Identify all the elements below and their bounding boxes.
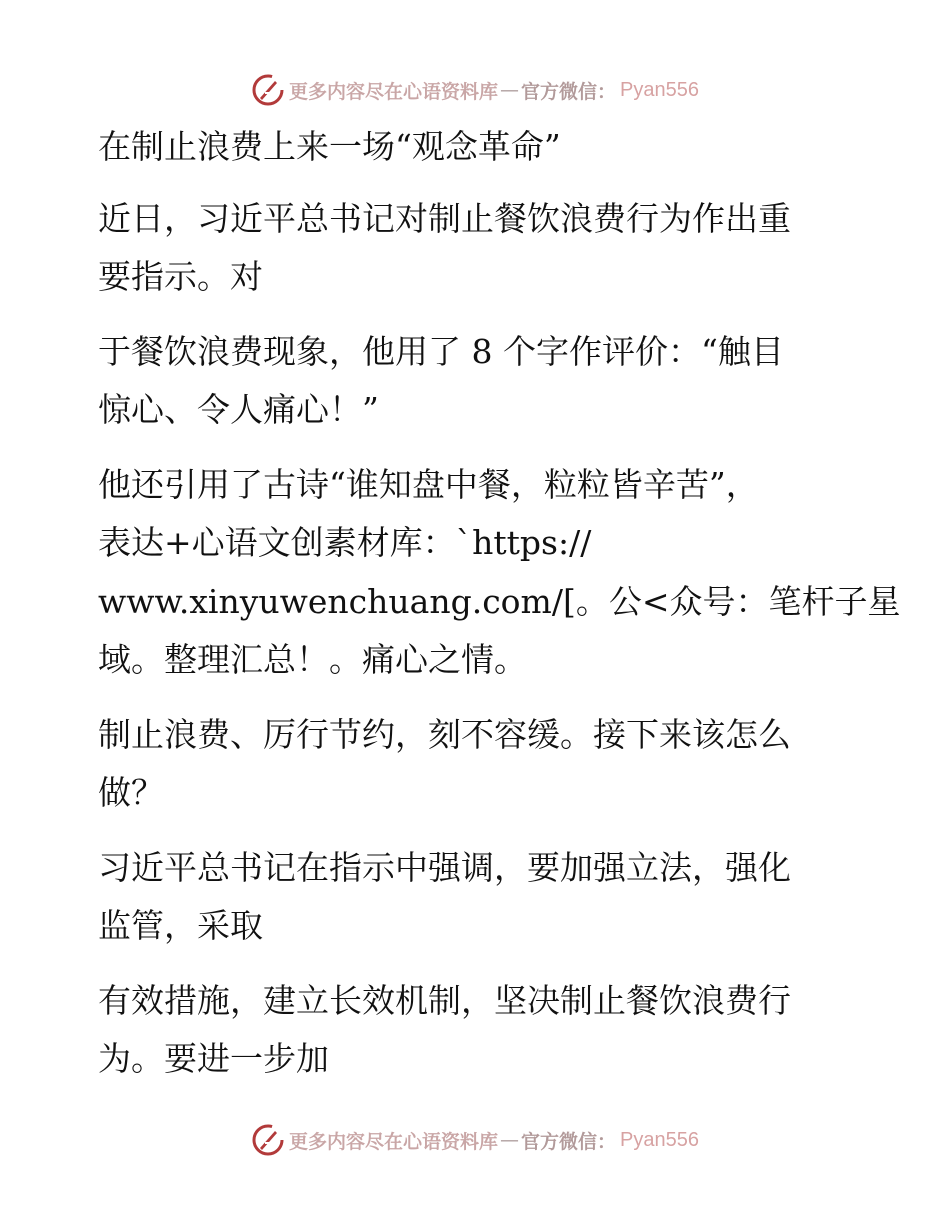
- doc-line: 制止浪费、厉行节约，刻不容缓。接下来该怎么: [98, 715, 791, 754]
- doc-line: 近日，习近平总书记对制止餐饮浪费行为作出重: [98, 199, 791, 238]
- feather-logo-icon: [251, 73, 285, 107]
- doc-line: 习近平总书记在指示中强调，要加强立法，强化: [98, 848, 791, 887]
- doc-line: 他还引用了古诗“谁知盘中餐，粒粒皆辛苦”，: [98, 465, 759, 504]
- doc-line: 监管，采取: [98, 906, 263, 945]
- watermark-dash: —: [500, 79, 520, 101]
- doc-line: 有效措施，建立长效机制，坚决制止餐饮浪费行: [98, 981, 791, 1020]
- doc-line: 于餐饮浪费现象，他用了 8 个字作评价：“触目: [98, 332, 784, 371]
- feather-logo-icon: [251, 1123, 285, 1157]
- doc-title: 在制止浪费上来一场“观念革命”: [98, 127, 561, 166]
- watermark-account: Pyan556: [620, 78, 699, 101]
- watermark-official-text: 官方微信：: [521, 1130, 617, 1153]
- doc-line: 域。整理汇总！。痛心之情。: [98, 640, 527, 679]
- doc-line: www.xinyuwenchuang.com/[。公<众号：笔杆子星: [98, 582, 901, 621]
- watermark-site-text: 更多内容尽在心语资料库: [289, 80, 499, 103]
- doc-line: 要指示。对: [98, 257, 263, 296]
- doc-line: 惊心、令人痛心！”: [98, 390, 379, 429]
- watermark-official-text: 官方微信：: [521, 80, 617, 103]
- doc-line: 表达+心语文创素材库：`https://: [98, 523, 592, 562]
- doc-line: 为。要进一步加: [98, 1039, 329, 1078]
- footer-watermark: [0, 1120, 950, 1160]
- watermark-site-text: 更多内容尽在心语资料库: [289, 1130, 499, 1153]
- watermark-dash: —: [500, 1129, 520, 1151]
- watermark-account: Pyan556: [620, 1128, 699, 1151]
- doc-line: 做？: [98, 773, 164, 812]
- header-watermark: [0, 70, 950, 110]
